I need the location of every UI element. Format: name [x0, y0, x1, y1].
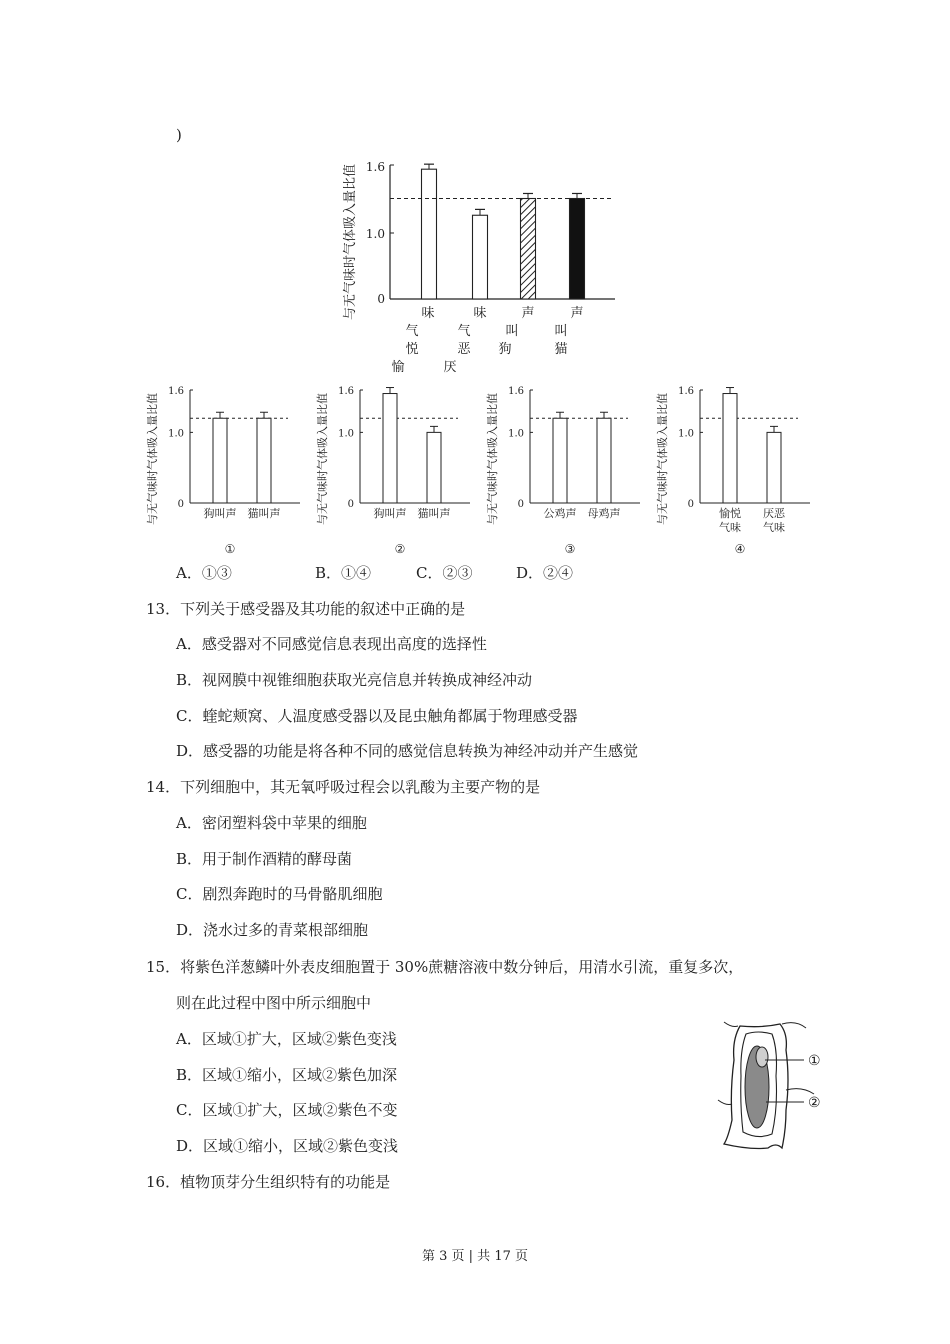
q16-stem: 16．植物顶芽分生组织特有的功能是 [146, 1173, 391, 1191]
q13-option-c[interactable]: C．蝰蛇颊窝、人温度感受器以及昆虫触角都属于物理感受器 [176, 707, 578, 725]
main-chart-xlabel-2-2: 气 [457, 324, 471, 339]
q13-option-b[interactable]: B．视网膜中视锥细胞获取光亮信息并转换成神经冲动 [176, 671, 533, 689]
q12-option-a[interactable]: A．①③ [176, 564, 232, 582]
small-chart-2 [310, 380, 480, 560]
small-chart-xlabel: 母鸡声 [587, 507, 621, 520]
small-chart-xlabel: 厌恶 [763, 507, 785, 520]
nucleus-region-1 [756, 1047, 768, 1067]
main-chart-bar-3 [521, 199, 536, 300]
main-chart-yticks [366, 160, 385, 306]
small-chart-xlabel: 愉悦 [719, 507, 741, 520]
small-chart-bar-1 [723, 394, 737, 503]
small-chart-xlabel: 狗叫声 [203, 507, 237, 520]
main-chart-xlabel-1-2: 气 [405, 324, 419, 339]
small-chart-1 [140, 380, 310, 560]
ytick-2: 1.6 [365, 160, 385, 174]
main-chart-xlabel-4-2: 叫 [554, 324, 568, 339]
q12-option-c[interactable]: C．②③ [416, 564, 473, 582]
small-chart-xlabel: 狗叫声 [373, 507, 407, 520]
small-chart-ylabel: 与无气味时气体吸入量比值 [316, 393, 329, 525]
small-chart-ytick: 1.6 [168, 386, 184, 397]
small-chart-ytick: 1.0 [508, 428, 524, 440]
small-chart-number: ② [394, 542, 406, 556]
main-chart-xlabel-2-3: 恶 [457, 342, 471, 357]
small-chart-ytick: 1.0 [678, 428, 694, 440]
q14-option-c[interactable]: C．剧烈奔跑时的马骨骼肌细胞 [176, 885, 383, 903]
q15-option-d[interactable]: D．区域①缩小，区域②紫色变浅 [176, 1137, 399, 1155]
small-chart-ylabel: 与无气味时气体吸入量比值 [146, 393, 159, 525]
small-chart-xlabel: 猫叫声 [247, 507, 281, 520]
onion-cell-figure [710, 1020, 840, 1155]
small-chart-ytick: 1.6 [508, 386, 524, 397]
q15-stem-line2: 则在此过程中图中所示细胞中 [176, 994, 372, 1012]
small-chart-xlabel: 猫叫声 [417, 507, 451, 520]
small-chart-ytick: 0 [517, 499, 524, 510]
small-chart-number: ③ [564, 542, 576, 556]
small-chart-number: ① [224, 542, 236, 556]
q15-option-b[interactable]: B．区域①缩小，区域②紫色加深 [176, 1066, 398, 1084]
main-chart-xlabel-1-3: 悦 [405, 342, 419, 357]
small-chart-ytick: 1.6 [678, 386, 694, 397]
figure-label-2: ② [808, 1095, 821, 1111]
small-chart-ytick: 0 [347, 499, 354, 510]
q15-option-a[interactable]: A．区域①扩大，区域②紫色变浅 [176, 1030, 397, 1048]
main-chart-xlabel-4-3: 猫 [554, 342, 568, 357]
small-chart-bar-2 [257, 418, 271, 503]
main-chart-xlabel-3-2: 叫 [505, 324, 519, 339]
main-chart-xlabel-2-1: 味 [473, 306, 487, 321]
small-chart-bar-1 [383, 394, 397, 503]
main-chart-xlabel-3-1: 声 [521, 306, 535, 321]
small-chart-number: ④ [734, 542, 746, 556]
main-chart-xlabel-4-1: 声 [570, 306, 584, 321]
q15-stem-line1: 15．将紫色洋葱鳞叶外表皮细胞置于 30%蔗糖溶液中数分钟后，用清水引流，重复多次， [146, 958, 744, 976]
small-chart-ylabel: 与无气味时气体吸入量比值 [486, 393, 499, 525]
q12-option-b[interactable]: B．①④ [315, 564, 372, 582]
small-chart-4 [650, 380, 820, 560]
small-chart-bar-1 [553, 418, 567, 503]
q14-option-d[interactable]: D．浇水过多的青菜根部细胞 [176, 921, 369, 939]
small-chart-ytick: 0 [177, 499, 184, 510]
main-chart-xlabel-2-4: 厌 [443, 360, 457, 375]
main-chart-bar-1 [422, 169, 437, 299]
small-chart-xlabel: 气味 [763, 521, 785, 534]
main-chart-bar-4 [570, 199, 585, 300]
small-chart-xlabel: 公鸡声 [543, 507, 577, 520]
main-bar-chart [330, 150, 630, 380]
small-chart-bar-2 [427, 432, 441, 503]
q14-option-b[interactable]: B．用于制作酒精的酵母菌 [176, 850, 353, 868]
small-chart-ytick: 1.0 [338, 428, 354, 440]
question-continuation-paren: ) [176, 126, 182, 144]
main-chart-ylabel: 与无气味时气体吸入量比值 [343, 163, 358, 320]
figure-label-1: ① [808, 1053, 821, 1069]
q14-option-a[interactable]: A．密闭塑料袋中苹果的细胞 [176, 814, 367, 832]
ytick-1: 1.0 [365, 227, 385, 241]
main-chart-xlabel-3-3: 狗 [498, 342, 512, 357]
main-chart-bar-2 [473, 215, 488, 299]
main-chart-xlabel-1-4: 愉 [391, 360, 405, 375]
small-chart-ytick: 1.0 [168, 428, 184, 440]
q14-stem: 14．下列细胞中，其无氧呼吸过程会以乳酸为主要产物的是 [146, 778, 541, 796]
small-chart-bar-2 [767, 432, 781, 503]
q12-option-d[interactable]: D．②④ [516, 564, 574, 582]
small-chart-bar-1 [213, 418, 227, 503]
main-chart-xlabel-1-1: 味 [421, 306, 435, 321]
small-chart-ytick: 1.6 [338, 386, 354, 397]
q13-option-a[interactable]: A．感受器对不同感觉信息表现出高度的选择性 [176, 635, 487, 653]
q15-option-c[interactable]: C．区域①扩大，区域②紫色不变 [176, 1101, 398, 1119]
small-chart-bar-2 [597, 418, 611, 503]
small-chart-3 [480, 380, 650, 560]
q13-option-d[interactable]: D．感受器的功能是将各种不同的感觉信息转换为神经冲动并产生感觉 [176, 742, 639, 760]
q13-stem: 13．下列关于感受器及其功能的叙述中正确的是 [146, 600, 466, 618]
small-chart-ytick: 0 [687, 499, 694, 510]
small-chart-ylabel: 与无气味时气体吸入量比值 [656, 393, 669, 525]
small-chart-xlabel: 气味 [719, 521, 741, 534]
page-footer: 第 3 页 | 共 17 页 [422, 1249, 528, 1264]
ytick-0: 0 [377, 292, 385, 306]
